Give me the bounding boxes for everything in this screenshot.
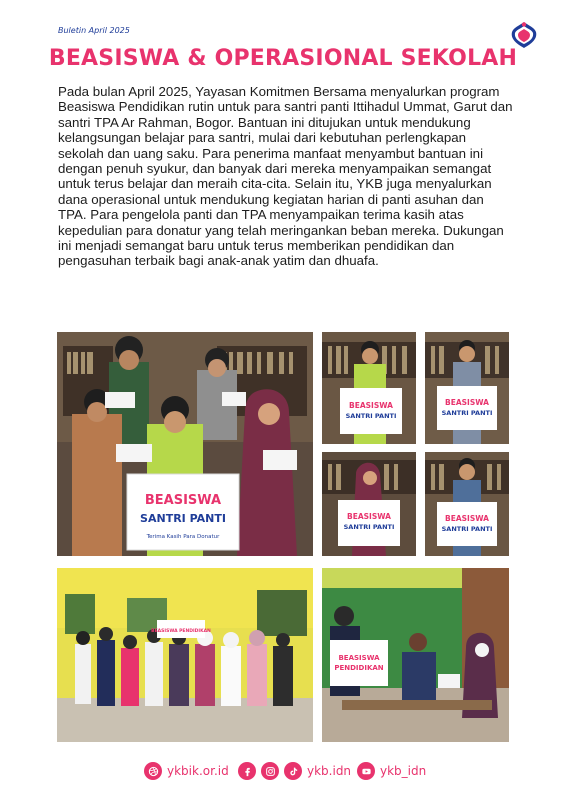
photo-tpa-group [57, 568, 313, 742]
photo-santri-boy-1 [322, 332, 416, 444]
footer-youtube[interactable] [357, 762, 426, 780]
banner-small-line2: SANTRI PANTI [345, 412, 397, 420]
banner-teacher-line1: BEASISWA [338, 654, 380, 662]
banner-group: BEASISWA PENDIDIKAN [151, 629, 211, 634]
instagram-icon [261, 762, 279, 780]
bulletin-label: Buletin April 2025 [58, 26, 130, 35]
dribbble-globe-icon [144, 762, 162, 780]
footer [0, 760, 566, 784]
youtube-handle: ykb_idn [380, 764, 427, 778]
tiktok-icon [284, 762, 302, 780]
banner-small-line1: BEASISWA [445, 514, 489, 523]
page-title: BEASISWA & OPERASIONAL SEKOLAH [48, 46, 518, 71]
banner-teacher-line2: PENDIDIKAN [334, 664, 384, 672]
photo-santri-panti-group [57, 332, 313, 556]
photo-santri-boy-2 [425, 332, 509, 444]
banner-small-line1: BEASISWA [347, 512, 391, 521]
banner-small-line1: BEASISWA [445, 398, 489, 407]
photo-santri-girl [322, 452, 416, 556]
banner-line2: SANTRI PANTI [140, 512, 226, 525]
banner-small-line1: BEASISWA [349, 401, 393, 410]
youtube-icon [357, 762, 375, 780]
website-label: ykbik.or.id [167, 764, 229, 778]
photo-santri-boy-3 [425, 452, 509, 556]
footer-social[interactable] [238, 762, 351, 780]
banner-small-line2: SANTRI PANTI [343, 523, 395, 531]
facebook-icon [238, 762, 256, 780]
banner-small-line2: SANTRI PANTI [441, 409, 493, 417]
footer-website[interactable] [144, 762, 229, 780]
banner-line3: Terima Kasih Para Donatur [146, 534, 220, 540]
banner-line1: BEASISWA [144, 493, 222, 508]
article-paragraph: Pada bulan April 2025, Yayasan Komitmen Bersama menyalurkan program Beasiswa Pendidikan rutin untuk para santri panti Ittihadul Ummat, Garut dan santri TPA Ar Rahman, Bogor. Bantuan ini ditujukan untuk mendukung kelangsungan belajar para santri, mulai dari kebutuhan perlengkapan sekolah dan uang saku. Para penerima manfaat menyambut bantuan ini dengan penuh syukur, dan banyak dari mereka menyampaikan semangat untuk terus belajar dan meraih cita-cita. Selain itu, YKB juga menyalurkan dana operasional untuk mendukung kegiatan harian di panti asuhan dan TPA. Para pengelola panti dan TPA menyampaikan terima kasih atas kepedulian para donatur yang telah meringankan beban mereka. Dukungan ini menjadi semangat baru untuk terus memberikan pendidikan dan pengasuhan terbaik bagi anak-anak yatim dan dhuafa. [58, 84, 513, 269]
banner-small-line2: SANTRI PANTI [441, 525, 493, 533]
photo-tpa-handover [322, 568, 509, 742]
social-handle: ykb.idn [307, 764, 352, 778]
